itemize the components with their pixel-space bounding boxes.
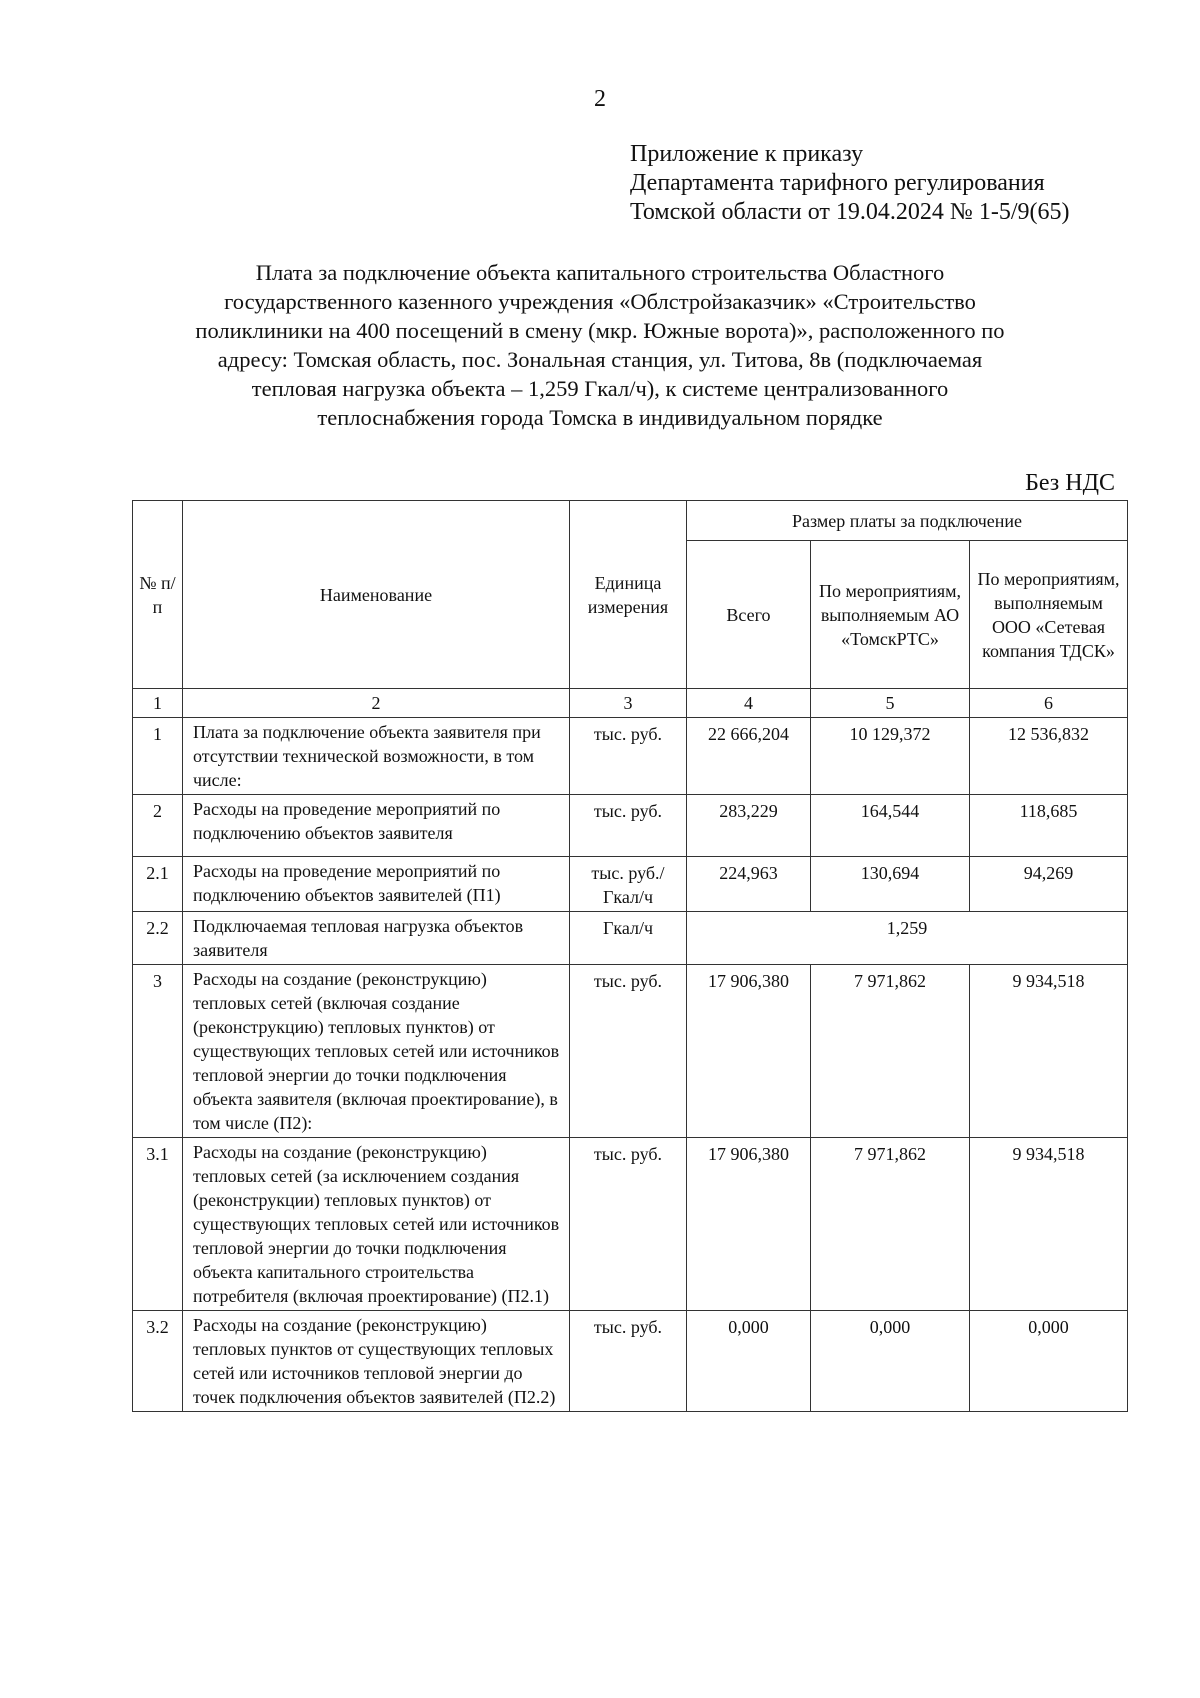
column-number: 3 [570, 689, 687, 718]
appendix-line: Департамента тарифного регулирования [630, 170, 1045, 196]
row-num: 3.2 [133, 1311, 183, 1412]
row-num: 1 [133, 718, 183, 795]
column-number: 2 [183, 689, 570, 718]
column-number: 4 [687, 689, 811, 718]
appendix-block [630, 140, 1069, 227]
title-line: государственного казенного учреждения «Облстройзаказчик» «Строительство [224, 289, 976, 314]
row-tdsk: 94,269 [970, 857, 1128, 912]
row-rts: 130,694 [811, 857, 970, 912]
column-number: 6 [970, 689, 1128, 718]
document-title [120, 258, 1080, 432]
column-number: 5 [811, 689, 970, 718]
row-name: Подключаемая тепловая нагрузка объектов заявителя [183, 912, 570, 965]
title-line: тепловая нагрузка объекта – 1,259 Гкал/ч), к системе централизованного [251, 376, 949, 401]
row-unit: тыс. руб. [570, 965, 687, 1138]
row-name: Плата за подключение объекта заявителя при отсутствии технической возможности, в том числе: [183, 718, 570, 795]
row-merged-value: 1,259 [687, 912, 1128, 965]
row-num: 3 [133, 965, 183, 1138]
row-tdsk: 9 934,518 [970, 1138, 1128, 1311]
header-tdsk: По мероприятиям, выполняемым ООО «Сетевая компания ТДСК» [970, 541, 1128, 689]
row-tdsk: 9 934,518 [970, 965, 1128, 1138]
row-unit: тыс. руб. [570, 795, 687, 857]
header-rts: По мероприятиям, выполняемым АО «ТомскРТС» [811, 541, 970, 689]
row-name: Расходы на проведение мероприятий по подключению объектов заявителей (П1) [183, 857, 570, 912]
header-row [133, 501, 1128, 541]
row-num: 2.1 [133, 857, 183, 912]
vat-note: Без НДС [1025, 470, 1115, 496]
row-rts: 10 129,372 [811, 718, 970, 795]
row-rts: 7 971,862 [811, 1138, 970, 1311]
row-tdsk: 12 536,832 [970, 718, 1128, 795]
title-line: поликлиники на 400 посещений в смену (мкр. Южные ворота)», расположенного по [195, 318, 1005, 343]
title-line: адресу: Томская область, пос. Зональная станция, ул. Титова, 8в (подключаемая [217, 347, 983, 372]
row-rts: 164,544 [811, 795, 970, 857]
row-name: Расходы на создание (реконструкцию) тепловых пунктов от существующих тепловых сетей или источников тепловой энергии до точек подключения объектов заявителей (П2.2) [183, 1311, 570, 1412]
row-total: 0,000 [687, 1311, 811, 1412]
row-total: 17 906,380 [687, 965, 811, 1138]
column-number-row [133, 689, 1128, 718]
title-line: теплоснабжения города Томска в индивидуальном порядке [317, 405, 883, 430]
row-rts: 7 971,862 [811, 965, 970, 1138]
table-row [133, 912, 1128, 965]
appendix-line: Приложение к приказу [630, 141, 864, 167]
row-name: Расходы на создание (реконструкцию) тепловых сетей (включая создание (реконструкцию) тепловых пунктов) от существующих тепловых сетей или источников тепловой энергии до точки подключения объекта заявителя (включая проектирование), в том числе (П2): [183, 965, 570, 1138]
table-row [133, 965, 1128, 1138]
table-row [133, 857, 1128, 912]
row-unit: Гкал/ч [570, 912, 687, 965]
row-unit: тыс. руб. [570, 718, 687, 795]
row-name: Расходы на создание (реконструкцию) тепловых сетей (за исключением создания (реконструкции) тепловых пунктов) от существующих тепловых сетей или источников тепловой энергии до точки подключения объекта капитального строительства потребителя (включая проектирование) (П2.1) [183, 1138, 570, 1311]
row-total: 17 906,380 [687, 1138, 811, 1311]
header-total: Всего [687, 541, 811, 689]
fee-table [132, 500, 1128, 1412]
row-name: Расходы на проведение мероприятий по подключению объектов заявителя [183, 795, 570, 857]
table-row [133, 1311, 1128, 1412]
row-unit: тыс. руб./ Гкал/ч [570, 857, 687, 912]
row-num: 2 [133, 795, 183, 857]
page-number: 2 [594, 86, 606, 112]
row-total: 224,963 [687, 857, 811, 912]
table-row [133, 718, 1128, 795]
column-number: 1 [133, 689, 183, 718]
row-tdsk: 118,685 [970, 795, 1128, 857]
header-num: № п/п [133, 501, 183, 689]
title-line: Плата за подключение объекта капитального строительства Областного [255, 260, 945, 285]
row-num: 3.1 [133, 1138, 183, 1311]
appendix-line: Томской области от 19.04.2024 № 1-5/9(65) [630, 199, 1070, 225]
row-rts: 0,000 [811, 1311, 970, 1412]
row-num: 2.2 [133, 912, 183, 965]
table-row [133, 795, 1128, 857]
header-name: Наименование [183, 501, 570, 689]
row-unit: тыс. руб. [570, 1138, 687, 1311]
header-group: Размер платы за подключение [687, 501, 1128, 541]
row-unit: тыс. руб. [570, 1311, 687, 1412]
row-total: 22 666,204 [687, 718, 811, 795]
header-unit: Единица измерения [570, 501, 687, 689]
row-total: 283,229 [687, 795, 811, 857]
table-row [133, 1138, 1128, 1311]
row-tdsk: 0,000 [970, 1311, 1128, 1412]
